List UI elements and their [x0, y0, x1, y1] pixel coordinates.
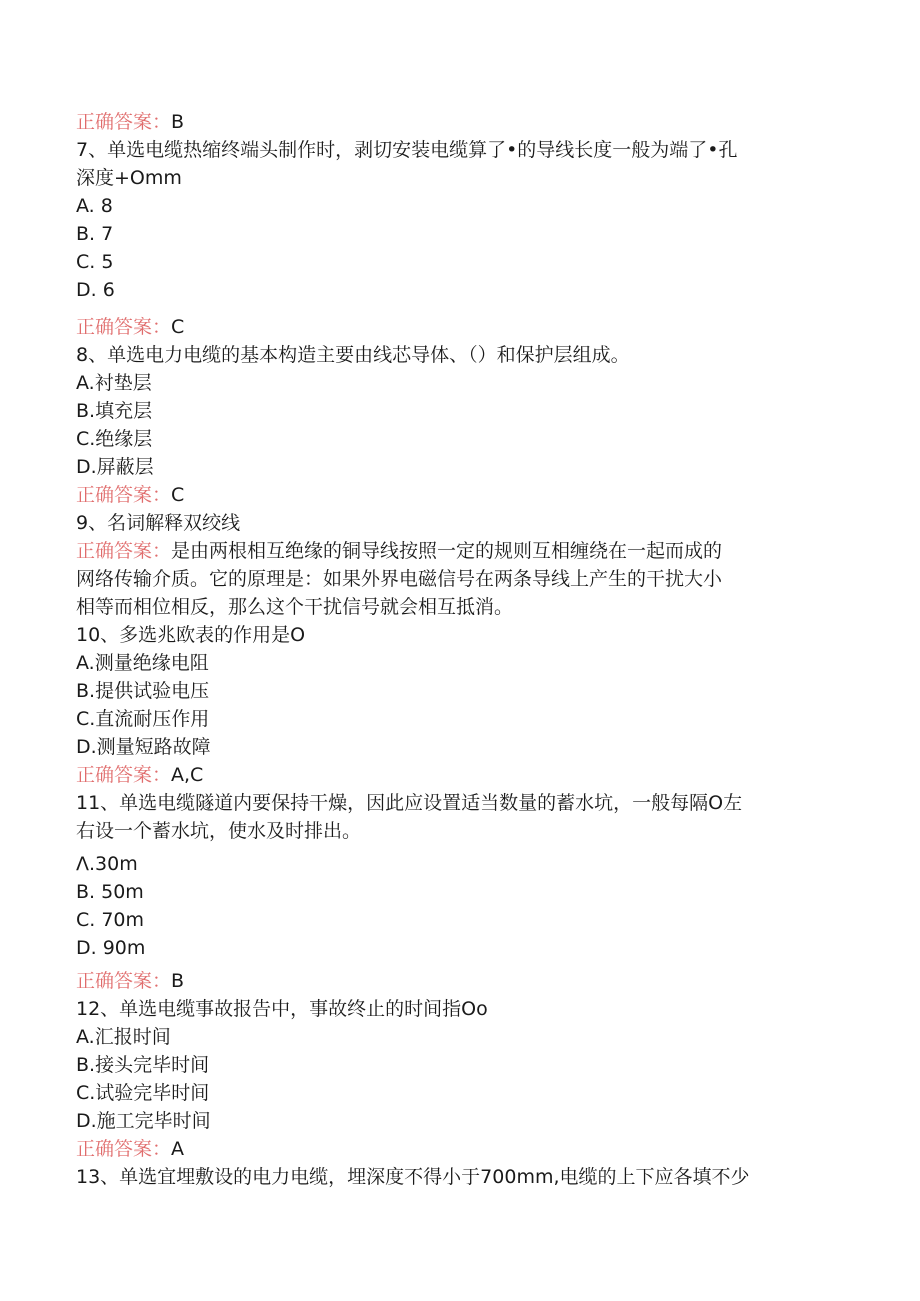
answer-value: C	[171, 484, 185, 506]
answer-value: B	[171, 111, 185, 133]
option-line: D.施工完毕时间	[76, 1110, 211, 1132]
option-line: Λ.30m	[76, 853, 138, 875]
question-text: 9、名词解释双绞线	[76, 512, 241, 534]
option-line: A.衬垫层	[76, 372, 152, 394]
answer-text: 相等而相位相反，那么这个干扰信号就会相互抵消。	[76, 596, 514, 618]
answer-line	[76, 761, 876, 789]
option-line: B.填充层	[76, 400, 153, 422]
option-line: D.测量短路故障	[76, 736, 211, 758]
question-text: 11、单选电缆隧道内要保持干燥，因此应设置适当数量的蓄水坑，一般每隔O左	[76, 792, 743, 814]
option-line: B.接头完毕时间	[76, 1054, 210, 1076]
option-line: D. 6	[76, 279, 115, 301]
option-line: B. 7	[76, 223, 114, 245]
option-line: A. 8	[76, 195, 113, 217]
question-text: 7、单选电缆热缩终端头制作时，剥切安装电缆算了•的导线长度一般为端了•孔	[76, 139, 738, 161]
answer-label: 正确答案：	[76, 484, 172, 506]
answer-value: C	[171, 316, 185, 338]
answer-line	[76, 481, 876, 509]
answer-line	[76, 537, 876, 565]
answer-line	[76, 967, 876, 995]
option-line: C.试验完毕时间	[76, 1082, 210, 1104]
option-line: B.提供试验电压	[76, 680, 210, 702]
question-text: 10、多选兆欧表的作用是O	[76, 624, 306, 646]
option-line: D. 90m	[76, 937, 146, 959]
answer-label: 正确答案：	[76, 1138, 172, 1160]
answer-label: 正确答案：	[76, 540, 172, 562]
question-text: 深度+Omm	[76, 167, 182, 189]
question-text: 8、单选电力电缆的基本构造主要由线芯导体、（）和保护层组成。	[76, 344, 630, 366]
question-text: 13、单选宜埋敷设的电力电缆，埋深度不得小于700mm,电缆的上下应各填不少	[76, 1166, 750, 1188]
answer-value: A,C	[171, 764, 204, 786]
answer-label: 正确答案：	[76, 970, 172, 992]
answer-label: 正确答案：	[76, 764, 172, 786]
question-text: 12、单选电缆事故报告中，事故终止的时间指Oo	[76, 998, 488, 1020]
answer-value: 是由两根相互绝缘的铜导线按照一定的规则互相缠绕在一起而成的	[171, 540, 723, 562]
answer-line	[76, 313, 876, 341]
answer-text: 网络传输介质。它的原理是：如果外界电磁信号在两条导线上产生的干扰大小	[76, 568, 723, 590]
option-line: C.绝缘层	[76, 428, 153, 450]
option-line: A.测量绝缘电阻	[76, 652, 209, 674]
answer-label: 正确答案：	[76, 111, 172, 133]
option-line: D.屏蔽层	[76, 456, 154, 478]
answer-label: 正确答案：	[76, 316, 172, 338]
option-line: C. 5	[76, 251, 114, 273]
option-line: C.直流耐压作用	[76, 708, 210, 730]
answer-value: B	[171, 970, 185, 992]
answer-line	[76, 108, 876, 136]
answer-value: A	[171, 1138, 185, 1160]
question-text: 右设一个蓄水坑，使水及时排出。	[76, 820, 362, 842]
option-line: C. 70m	[76, 909, 145, 931]
answer-line	[76, 1135, 876, 1163]
option-line: A.汇报时间	[76, 1026, 171, 1048]
option-line: B. 50m	[76, 881, 144, 903]
